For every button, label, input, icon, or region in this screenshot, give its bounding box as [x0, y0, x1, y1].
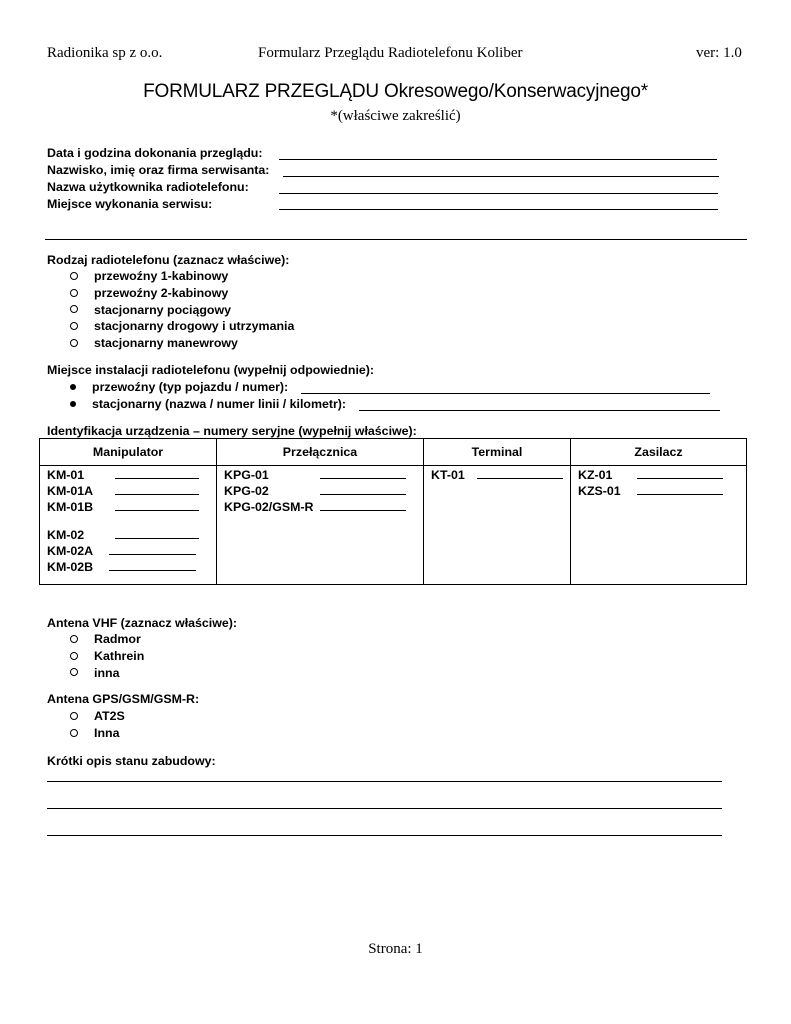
field-label-technician: Nazwisko, imię oraz firma serwisanta:	[47, 163, 270, 177]
terminal-cell	[424, 466, 571, 585]
serial-entry: KM-02B	[47, 560, 196, 574]
device-id-table	[39, 438, 747, 585]
column-header-manipulator: Manipulator	[40, 439, 217, 466]
radio-circle-icon[interactable]	[70, 305, 78, 313]
description-line[interactable]	[47, 835, 722, 836]
serial-input[interactable]	[320, 468, 406, 479]
radio-type-option[interactable]: stacjonarny manewrowy	[70, 335, 294, 352]
field-label-service-place: Miejsce wykonania serwisu:	[47, 197, 213, 211]
install-place-label: Miejsce instalacji radiotelefonu (wypełnij odpowiednie):	[47, 363, 375, 377]
radio-type-list	[70, 268, 294, 352]
field-input-service-place[interactable]	[279, 209, 718, 210]
antenna-gps-label: Antena GPS/GSM/GSM-R:	[47, 692, 200, 706]
radio-type-label: Rodzaj radiotelefonu (zaznacz właściwe):	[47, 253, 290, 267]
przelacznica-cell	[217, 466, 424, 585]
antenna-gps-option[interactable]: Inna	[70, 725, 125, 742]
column-header-terminal: Terminal	[424, 439, 571, 466]
serial-input[interactable]	[115, 468, 199, 479]
serial-entry: KM-01A	[47, 484, 199, 498]
page-subtitle: *(właściwe zakreślić)	[330, 108, 461, 124]
page-title: FORMULARZ PRZEGLĄDU Okresowego/Konserwacyjnego*	[143, 81, 648, 102]
zasilacz-cell	[571, 466, 747, 585]
device-id-label: Identyfikacja urządzenia – numery seryjne (wypełnij właściwe):	[47, 424, 417, 438]
section-divider	[45, 239, 747, 240]
radio-type-option[interactable]: stacjonarny drogowy i utrzymania	[70, 318, 294, 335]
antenna-vhf-list	[70, 631, 144, 681]
serial-input[interactable]	[115, 528, 199, 539]
serial-input[interactable]	[115, 500, 199, 511]
serial-input[interactable]	[320, 500, 406, 511]
manipulator-cell	[40, 466, 217, 585]
serial-input[interactable]	[320, 484, 406, 495]
install-place-item-stationary: stacjonarny (nazwa / numer linii / kilometr):	[70, 397, 346, 411]
serial-entry: KM-01	[47, 468, 199, 482]
description-line[interactable]	[47, 808, 722, 809]
field-label-user: Nazwa użytkownika radiotelefonu:	[47, 180, 249, 194]
version-label: ver: 1.0	[696, 45, 742, 61]
serial-input[interactable]	[637, 484, 723, 495]
antenna-vhf-option[interactable]: inna	[70, 665, 144, 682]
serial-entry: KPG-02/GSM-R	[224, 500, 406, 514]
description-label: Krótki opis stanu zabudowy:	[47, 754, 216, 768]
bullet-icon	[70, 384, 76, 390]
serial-input[interactable]	[109, 544, 196, 555]
description-line[interactable]	[47, 781, 722, 782]
radio-circle-icon[interactable]	[70, 635, 78, 643]
radio-type-option[interactable]: stacjonarny pociągowy	[70, 302, 294, 319]
bullet-icon	[70, 401, 76, 407]
serial-entry: KZS-01	[578, 484, 723, 498]
radio-circle-icon[interactable]	[70, 289, 78, 297]
antenna-vhf-option[interactable]: Radmor	[70, 631, 144, 648]
serial-entry: KPG-02	[224, 484, 406, 498]
document-title: Formularz Przeglądu Radiotelefonu Koliber	[258, 45, 523, 61]
serial-entry: KPG-01	[224, 468, 406, 482]
antenna-vhf-label: Antena VHF (zaznacz właściwe):	[47, 616, 238, 630]
antenna-vhf-option[interactable]: Kathrein	[70, 648, 144, 665]
field-input-technician[interactable]	[283, 176, 719, 177]
serial-entry: KM-01B	[47, 500, 199, 514]
install-place-input-stationary[interactable]	[359, 410, 720, 411]
serial-input[interactable]	[115, 484, 199, 495]
serial-entry: KT-01	[431, 468, 563, 482]
company-name: Radionika sp z o.o.	[47, 45, 163, 61]
column-header-zasilacz: Zasilacz	[571, 439, 747, 466]
serial-entry: KM-02A	[47, 544, 196, 558]
serial-input[interactable]	[109, 560, 196, 571]
radio-circle-icon[interactable]	[70, 322, 78, 330]
serial-input[interactable]	[477, 468, 563, 479]
radio-circle-icon[interactable]	[70, 712, 78, 720]
antenna-gps-list	[70, 708, 125, 742]
radio-type-option[interactable]: przewoźny 2-kabinowy	[70, 285, 294, 302]
serial-entry: KM-02	[47, 528, 199, 542]
radio-circle-icon[interactable]	[70, 339, 78, 347]
install-place-input-mobile[interactable]	[301, 393, 710, 394]
field-label-date: Data i godzina dokonania przeglądu:	[47, 146, 263, 160]
antenna-gps-option[interactable]: AT2S	[70, 708, 125, 725]
install-place-item-mobile: przewoźny (typ pojazdu / numer):	[70, 380, 288, 394]
radio-circle-icon[interactable]	[70, 272, 78, 280]
serial-entry: KZ-01	[578, 468, 723, 482]
serial-input[interactable]	[637, 468, 723, 479]
page-number: Strona: 1	[368, 941, 423, 957]
radio-circle-icon[interactable]	[70, 652, 78, 660]
field-input-user[interactable]	[279, 193, 718, 194]
column-header-przelacznica: Przełącznica	[217, 439, 424, 466]
radio-type-option[interactable]: przewoźny 1-kabinowy	[70, 268, 294, 285]
radio-circle-icon[interactable]	[70, 668, 78, 676]
field-input-date[interactable]	[279, 159, 717, 160]
radio-circle-icon[interactable]	[70, 729, 78, 737]
